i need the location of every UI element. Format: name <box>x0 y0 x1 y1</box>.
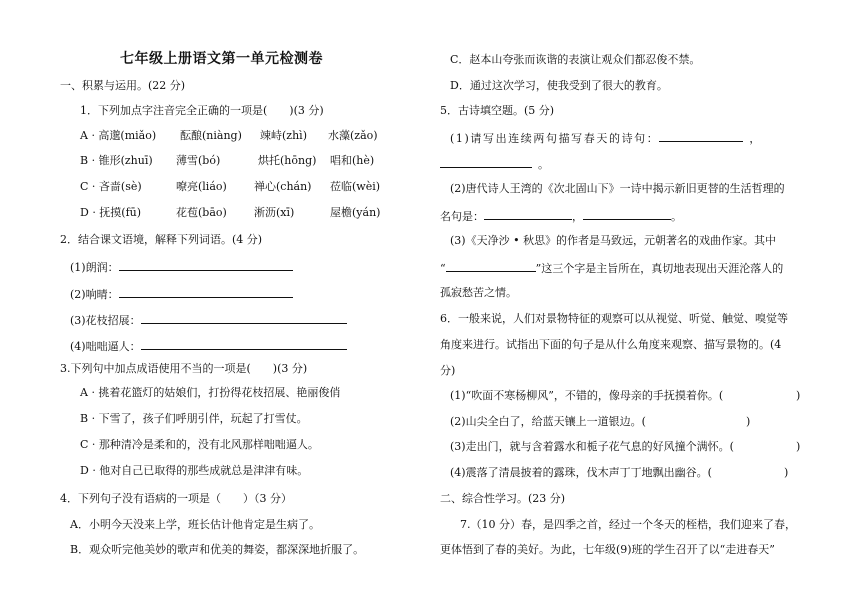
q4-option-a: A．小明今天没来上学，班长估计他肯定是生病了。 <box>70 518 320 531</box>
q1-a-item-1: A · 高邈(miǎo) <box>80 129 157 142</box>
q2-item-3-label: (3)花枝招展： <box>70 314 141 327</box>
q2-item-3-answer-line[interactable] <box>141 312 347 324</box>
q1-b-item-3: 烘托(hōng) <box>258 154 317 167</box>
q2-item-1-label: (1)朗润： <box>70 261 119 274</box>
q1-b-item-2: 薄雪(bó) <box>176 154 221 167</box>
q1-a-item-2: 酝酿(niàng) <box>180 129 242 142</box>
q5-item-1-answer-line-2[interactable] <box>440 156 532 168</box>
q5-item-2-answer-line-1[interactable] <box>484 208 572 220</box>
question-7-line-1: 7.（10 分）春，是四季之首，经过一个冬天的桎梏，我们迎来了春， <box>460 518 796 531</box>
q3-option-d: D · 他对自己已取得的那些成就总是津津有味。 <box>80 464 309 477</box>
q1-c-item-3: 禅心(chán) <box>254 180 312 193</box>
q6-item-4-close: ) <box>784 466 789 479</box>
question-3: 3.下列句中加点成语使用不当的一项是( )(3 分) <box>60 362 308 375</box>
q5-item-3-line-2 <box>440 260 783 276</box>
question-6-line-2: 角度来进行。试指出下面的句子是从什么角度来观察、描写景物的。(4 <box>440 338 782 351</box>
q2-item-3 <box>70 312 347 328</box>
question-7-line-2: 更体悟到了春的美好。为此，七年级(9)班的学生召开了以“走进春天” <box>440 543 775 556</box>
q6-item-4: (4)震落了清晨披着的露珠，伐木声丁丁地飘出幽谷。( <box>450 466 712 479</box>
q6-item-3: (3)走出门，就与含着露水和栀子花气息的好风撞个满怀。( <box>450 440 734 453</box>
q5-item-1-answer-line-1[interactable] <box>659 130 743 142</box>
q1-a-item-4: 水藻(zǎo) <box>328 129 378 142</box>
q1-b-item-1: B · 锥形(zhuī) <box>80 154 153 167</box>
q5-item-2-comma: ， <box>572 210 583 223</box>
section-2-heading: 二、综合性学习。(23 分) <box>440 492 566 505</box>
q5-item-3-open-quote: “ <box>440 262 446 275</box>
q5-item-1-line-2 <box>440 156 549 172</box>
q1-c-item-1: C · 吝啬(sè) <box>80 180 142 193</box>
q6-item-2: (2)山尖全白了，给蓝天镶上一道银边。( <box>450 415 646 428</box>
q6-item-1: (1)“吹面不寒杨柳风”，不错的，像母亲的手抚摸着你。( <box>450 389 724 402</box>
q6-item-2-close: ) <box>746 415 751 428</box>
q5-item-3-line-1: (3)《天净沙 • 秋思》的作者是马致远，元朝著名的戏曲作家。其中 <box>450 234 777 247</box>
q1-c-item-4: 莅临(wèi) <box>330 180 381 193</box>
q3-option-a: A · 挑着花篮灯的姑娘们，打扮得花枝招展、艳丽俊俏 <box>80 386 341 399</box>
q5-item-2-end: 。 <box>671 210 682 223</box>
q3-option-b: B · 下雪了，孩子们呼朋引伴，玩起了打雪仗。 <box>80 412 308 425</box>
q2-item-4-answer-line[interactable] <box>141 338 347 350</box>
q1-a-item-3: 竦峙(zhì) <box>260 129 307 142</box>
q1-d-item-2: 花苞(bāo) <box>176 206 227 219</box>
question-6-line-3: 分) <box>440 364 456 377</box>
q4-option-d: D．通过这次学习，使我受到了很大的教育。 <box>450 79 668 92</box>
q2-item-2 <box>70 286 293 302</box>
q5-item-1-text: (1)请写出连续两句描写春天的诗句： <box>450 132 660 145</box>
question-1: 1．下列加点字注音完全正确的一项是( )(3 分) <box>80 104 324 117</box>
q1-d-item-4: 屋檐(yán) <box>330 206 381 219</box>
question-4: 4．下列句子没有语病的一项是（ ）（3 分） <box>60 492 292 505</box>
q5-item-3-line-3: 孤寂愁苦之情。 <box>440 286 517 299</box>
q5-item-2-label: 名句是： <box>440 210 484 223</box>
question-5: 5．古诗填空题。(5 分) <box>440 104 555 117</box>
q2-item-4 <box>70 338 347 354</box>
q5-item-2-line-1: (2)唐代诗人王湾的《次北固山下》一诗中揭示新旧更替的生活哲理的 <box>450 182 785 195</box>
q1-c-item-2: 嘹亮(liáo) <box>176 180 227 193</box>
page-title: 七年级上册语文第一单元检测卷 <box>120 51 323 67</box>
q5-item-3-answer-line[interactable] <box>446 260 536 272</box>
q4-option-c: C．赵本山夸张而诙谐的表演让观众们都忍俊不禁。 <box>450 53 701 66</box>
q2-item-2-label: (2)响晴： <box>70 288 119 301</box>
question-2: 2．结合课文语境，解释下列词语。(4 分) <box>60 233 263 246</box>
q1-b-item-4: 唱和(hè) <box>330 154 375 167</box>
q2-item-2-answer-line[interactable] <box>119 286 293 298</box>
q3-option-c: C · 那种清冷是柔和的，没有北风那样咄咄逼人。 <box>80 438 319 451</box>
q6-item-3-close: ) <box>796 440 801 453</box>
q2-item-1 <box>70 259 293 275</box>
q5-item-3-rest: ”这三个字是主旨所在，真切地表现出天涯沦落人的 <box>535 262 784 275</box>
question-6-line-1: 6．一般来说，人们对景物特征的观察可以从视觉、听觉、触觉、嗅觉等 <box>440 312 788 325</box>
q5-item-1-comma: ， <box>749 132 762 145</box>
q2-item-4-label: (4)咄咄逼人： <box>70 340 141 353</box>
q1-d-item-1: D · 抚摸(fū) <box>80 206 142 219</box>
q1-d-item-3: 淅沥(xī) <box>254 206 295 219</box>
q5-item-2-answer-line-2[interactable] <box>583 208 671 220</box>
q6-item-1-close: ) <box>796 389 801 402</box>
q5-item-1-end: 。 <box>538 158 549 171</box>
q4-option-b: B．观众听完他美妙的歌声和优美的舞姿，都深深地折服了。 <box>70 543 365 556</box>
section-1-heading: 一、积累与运用。(22 分) <box>60 79 186 92</box>
q2-item-1-answer-line[interactable] <box>119 259 293 271</box>
q5-item-1-line-1 <box>450 130 762 146</box>
q5-item-2-line-2 <box>440 208 682 224</box>
